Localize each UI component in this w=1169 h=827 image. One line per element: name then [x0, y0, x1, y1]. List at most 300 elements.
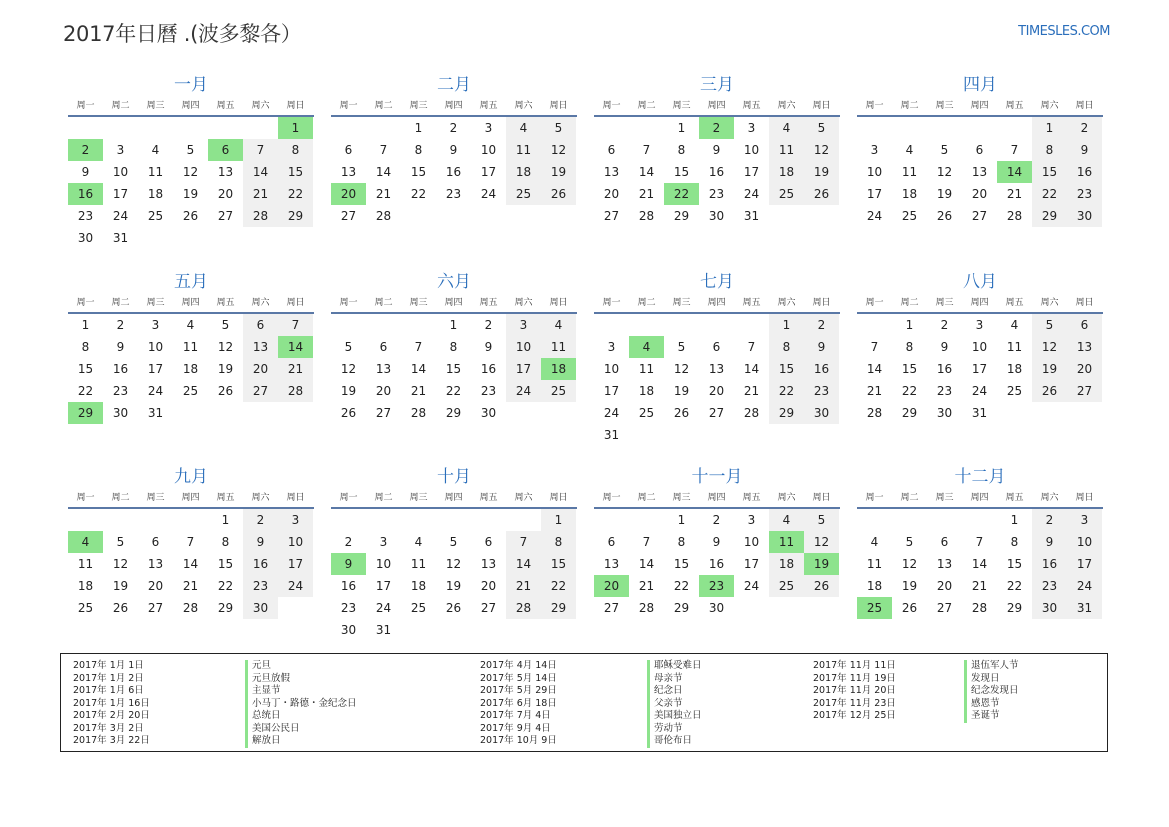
day-cell: 28: [638, 601, 655, 615]
weekday-label: 周四: [444, 492, 463, 503]
week-row: [594, 117, 840, 139]
holiday-names-col-3: [964, 660, 1019, 723]
day-cell: 9: [449, 143, 458, 157]
day-cell: 3: [116, 143, 125, 157]
day-cell: 12: [936, 165, 953, 179]
holiday-date: 2017年 5月 29日: [480, 685, 557, 696]
day-cell: 17: [147, 362, 164, 376]
weekday-header: [594, 293, 840, 309]
weekday-header: [68, 293, 314, 309]
empty-cell: [278, 227, 313, 249]
empty-cell: [471, 619, 506, 641]
day-cell: 11: [182, 340, 199, 354]
day-cell: 22: [445, 384, 462, 398]
weekday-label: 周五: [1005, 492, 1024, 503]
day-cell: 19: [182, 187, 199, 201]
holiday-date: 2017年 3月 2日: [73, 722, 144, 734]
day-cell: 6: [344, 143, 353, 157]
weekend-day-cell: 7: [278, 314, 313, 336]
week-row: [594, 575, 840, 597]
weekend-day-cell: 3: [278, 509, 313, 531]
weekday-header: [594, 488, 840, 504]
day-cell: 5: [940, 143, 949, 157]
holiday-day-cell: 20: [331, 183, 366, 205]
day-cell: 14: [638, 165, 655, 179]
day-cell: 21: [971, 579, 988, 593]
week-row: [857, 553, 1103, 575]
weekday-label: 周四: [970, 492, 989, 503]
empty-cell: [594, 509, 629, 531]
day-cell: 2: [344, 535, 353, 549]
day-cell: 14: [182, 557, 199, 571]
weekend-day-cell: 18: [769, 161, 804, 183]
day-cell: 6: [151, 535, 160, 549]
day-cell: 9: [712, 535, 721, 549]
weekday-label: 周五: [479, 100, 498, 111]
weekend-day-cell: 12: [541, 139, 576, 161]
day-cell: 21: [1006, 187, 1023, 201]
weekend-day-cell: 9: [1032, 531, 1067, 553]
weekend-day-cell: 23: [804, 380, 839, 402]
weekend-day-cell: 24: [1067, 575, 1102, 597]
empty-cell: [664, 314, 699, 336]
holiday-date: 2017年 12月 25日: [813, 710, 896, 721]
empty-cell: [629, 509, 664, 531]
day-cell: 19: [217, 362, 234, 376]
day-cell: 19: [340, 384, 357, 398]
holiday-names-col-2: [647, 660, 702, 748]
weekday-label: 周一: [865, 297, 884, 308]
empty-cell: [436, 619, 471, 641]
weekday-label: 周三: [409, 492, 428, 503]
holiday-names-col-1: [245, 660, 357, 748]
week-row: [331, 139, 577, 161]
week-row: [857, 509, 1103, 531]
holiday-day-cell: 16: [68, 183, 103, 205]
weekend-day-cell: 4: [769, 509, 804, 531]
week-row: [857, 314, 1103, 336]
day-cell: 1: [414, 121, 423, 135]
weekend-day-cell: 11: [506, 139, 541, 161]
empty-cell: [664, 424, 699, 446]
holiday-name: 母亲节: [647, 673, 702, 686]
day-cell: 14: [375, 165, 392, 179]
day-cell: 9: [712, 143, 721, 157]
day-cell: 28: [743, 406, 760, 420]
brand-logo[interactable]: TIMESLES.COM: [1018, 24, 1110, 39]
empty-cell: [138, 117, 173, 139]
holiday-day-cell: 1: [278, 117, 313, 139]
holiday-name: 美国公民日: [245, 723, 357, 736]
weekday-label: 周五: [216, 297, 235, 308]
weekday-label: 周三: [935, 492, 954, 503]
week-row: [68, 314, 314, 336]
empty-cell: [401, 205, 436, 227]
weekend-day-cell: 31: [1067, 597, 1102, 619]
weekend-day-cell: 14: [506, 553, 541, 575]
day-cell: 24: [971, 384, 988, 398]
day-cell: 4: [870, 535, 879, 549]
day-cell: 27: [375, 406, 392, 420]
empty-cell: [506, 619, 541, 641]
day-cell: 16: [480, 362, 497, 376]
day-cell: 19: [112, 579, 129, 593]
holiday-name: 发现日: [964, 673, 1019, 686]
week-row: [857, 380, 1103, 402]
weekday-label: 周四: [970, 297, 989, 308]
day-cell: 27: [603, 601, 620, 615]
weekend-day-cell: 21: [278, 358, 313, 380]
month-block: [331, 466, 577, 641]
weekend-day-cell: 21: [243, 183, 278, 205]
day-cell: 9: [116, 340, 125, 354]
day-cell: 30: [708, 209, 725, 223]
weekday-label: 周三: [672, 100, 691, 111]
weekday-label: 周五: [742, 297, 761, 308]
weekday-label: 周日: [1075, 492, 1094, 503]
weekday-label: 周三: [409, 100, 428, 111]
day-cell: 24: [743, 187, 760, 201]
day-cell: 15: [445, 362, 462, 376]
weekday-label: 周日: [812, 492, 831, 503]
day-cell: 7: [747, 340, 756, 354]
month-name: 七月: [700, 272, 734, 292]
day-cell: 22: [77, 384, 94, 398]
empty-cell: [769, 424, 804, 446]
weekday-label: 周一: [602, 297, 621, 308]
day-cell: 3: [379, 535, 388, 549]
weekend-day-cell: 1: [1032, 117, 1067, 139]
weekend-day-cell: 18: [506, 161, 541, 183]
day-cell: 8: [81, 340, 90, 354]
day-cell: 7: [870, 340, 879, 354]
week-row: [331, 205, 577, 227]
empty-cell: [594, 117, 629, 139]
weekday-label: 周三: [935, 297, 954, 308]
day-cell: 24: [147, 384, 164, 398]
week-row: [594, 205, 840, 227]
weekday-label: 周六: [514, 100, 533, 111]
week-row: [331, 575, 577, 597]
day-cell: 22: [901, 384, 918, 398]
month-name: 六月: [437, 272, 471, 292]
weekend-day-cell: 25: [769, 575, 804, 597]
day-cell: 26: [901, 601, 918, 615]
day-cell: 11: [901, 165, 918, 179]
holiday-name: 劳动节: [647, 723, 702, 736]
weekend-day-cell: 26: [804, 575, 839, 597]
day-cell: 24: [743, 579, 760, 593]
weekday-label: 周六: [251, 492, 270, 503]
holiday-day-cell: 14: [278, 336, 313, 358]
weekday-label: 周六: [251, 297, 270, 308]
day-cell: 27: [936, 601, 953, 615]
weekday-label: 周四: [707, 297, 726, 308]
month-name: 九月: [174, 467, 208, 487]
empty-cell: [138, 509, 173, 531]
day-cell: 12: [217, 340, 234, 354]
empty-cell: [366, 509, 401, 531]
day-cell: 23: [445, 187, 462, 201]
empty-cell: [1032, 402, 1067, 424]
week-row: [68, 402, 314, 424]
week-row: [857, 117, 1103, 139]
weekend-day-cell: 8: [278, 139, 313, 161]
day-cell: 27: [147, 601, 164, 615]
day-cell: 6: [607, 143, 616, 157]
holiday-date: 2017年 1月 16日: [73, 697, 150, 709]
day-cell: 26: [936, 209, 953, 223]
day-cell: 25: [147, 209, 164, 223]
day-cell: 27: [603, 209, 620, 223]
day-cell: 30: [112, 406, 129, 420]
day-cell: 16: [112, 362, 129, 376]
empty-cell: [331, 117, 366, 139]
day-cell: 26: [217, 384, 234, 398]
day-cell: 13: [147, 557, 164, 571]
day-cell: 17: [866, 187, 883, 201]
day-cell: 19: [936, 187, 953, 201]
day-cell: 20: [936, 579, 953, 593]
day-cell: 30: [77, 231, 94, 245]
day-cell: 28: [866, 406, 883, 420]
weekday-label: 周五: [1005, 297, 1024, 308]
day-cell: 12: [340, 362, 357, 376]
day-cell: 24: [480, 187, 497, 201]
weekend-day-cell: 15: [769, 358, 804, 380]
holiday-date: 2017年 10月 9日: [480, 735, 557, 746]
day-cell: 3: [607, 340, 616, 354]
weekend-day-cell: 12: [1032, 336, 1067, 358]
day-cell: 28: [375, 209, 392, 223]
weekend-day-cell: 12: [804, 531, 839, 553]
weekday-label: 周二: [637, 100, 656, 111]
empty-cell: [401, 314, 436, 336]
week-row: [331, 531, 577, 553]
empty-cell: [103, 509, 138, 531]
empty-cell: [243, 117, 278, 139]
day-cell: 2: [449, 121, 458, 135]
day-cell: 1: [81, 318, 90, 332]
holiday-day-cell: 22: [664, 183, 699, 205]
weekday-label: 周三: [409, 297, 428, 308]
day-cell: 10: [112, 165, 129, 179]
weekend-day-cell: 3: [506, 314, 541, 336]
day-cell: 7: [975, 535, 984, 549]
weekend-day-cell: 2: [1032, 509, 1067, 531]
day-cell: 6: [484, 535, 493, 549]
holiday-name: 耶稣受难日: [647, 660, 702, 673]
weekday-label: 周六: [777, 100, 796, 111]
empty-cell: [769, 205, 804, 227]
empty-cell: [103, 117, 138, 139]
holiday-day-cell: 18: [541, 358, 576, 380]
holiday-day-cell: 19: [804, 553, 839, 575]
day-cell: 21: [375, 187, 392, 201]
day-cell: 6: [712, 340, 721, 354]
day-cell: 23: [77, 209, 94, 223]
holiday-day-cell: 25: [857, 597, 892, 619]
day-cell: 6: [940, 535, 949, 549]
holiday-day-cell: 4: [68, 531, 103, 553]
holiday-day-cell: 29: [68, 402, 103, 424]
weekday-label: 周一: [865, 492, 884, 503]
week-row: [68, 531, 314, 553]
day-cell: 11: [1006, 340, 1023, 354]
weekend-day-cell: 15: [1032, 161, 1067, 183]
empty-cell: [401, 509, 436, 531]
day-cell: 11: [77, 557, 94, 571]
weekday-label: 周二: [374, 492, 393, 503]
day-cell: 22: [217, 579, 234, 593]
day-cell: 15: [217, 557, 234, 571]
week-row: [857, 183, 1103, 205]
weekday-label: 周一: [339, 297, 358, 308]
weekend-day-cell: 3: [1067, 509, 1102, 531]
day-cell: 11: [410, 557, 427, 571]
day-cell: 29: [217, 601, 234, 615]
month-name: 二月: [437, 75, 471, 95]
weekday-label: 周一: [339, 100, 358, 111]
weekday-header: [68, 96, 314, 112]
holiday-dates-col-1: [73, 660, 150, 748]
weekend-day-cell: 29: [541, 597, 576, 619]
empty-cell: [857, 117, 892, 139]
day-cell: 29: [1006, 601, 1023, 615]
day-cell: 7: [186, 535, 195, 549]
day-cell: 3: [747, 121, 756, 135]
holiday-date: 2017年 1月 1日: [73, 660, 144, 671]
day-cell: 24: [866, 209, 883, 223]
empty-cell: [1067, 402, 1102, 424]
day-cell: 4: [905, 143, 914, 157]
weekend-day-cell: 9: [243, 531, 278, 553]
week-row: [68, 161, 314, 183]
day-cell: 10: [743, 535, 760, 549]
weekday-label: 周六: [251, 100, 270, 111]
day-cell: 3: [151, 318, 160, 332]
week-row: [857, 205, 1103, 227]
weekend-day-cell: 30: [1067, 205, 1102, 227]
page-title: 2017年日曆 .(波多黎各）: [63, 22, 302, 46]
holiday-day-cell: 11: [769, 531, 804, 553]
weekend-day-cell: 22: [769, 380, 804, 402]
weekend-day-cell: 4: [541, 314, 576, 336]
day-cell: 26: [673, 406, 690, 420]
weekend-day-cell: 17: [1067, 553, 1102, 575]
weekday-label: 周一: [602, 492, 621, 503]
day-cell: 4: [414, 535, 423, 549]
weekday-label: 周六: [1040, 492, 1059, 503]
empty-cell: [541, 205, 576, 227]
weekday-label: 周一: [339, 492, 358, 503]
empty-cell: [208, 402, 243, 424]
weekend-day-cell: 30: [243, 597, 278, 619]
month-name: 八月: [963, 272, 997, 292]
day-cell: 20: [480, 579, 497, 593]
week-row: [594, 336, 840, 358]
weekday-label: 周六: [777, 492, 796, 503]
empty-cell: [804, 424, 839, 446]
month-block: [594, 466, 840, 619]
weekday-label: 周四: [707, 492, 726, 503]
day-cell: 16: [708, 165, 725, 179]
weekday-label: 周六: [1040, 297, 1059, 308]
week-row: [68, 227, 314, 249]
weekend-day-cell: 2: [1067, 117, 1102, 139]
weekday-label: 周日: [286, 297, 305, 308]
holiday-day-cell: 6: [208, 139, 243, 161]
day-cell: 29: [901, 406, 918, 420]
weekend-day-cell: 4: [769, 117, 804, 139]
week-row: [594, 509, 840, 531]
month-block: [331, 271, 577, 424]
empty-cell: [629, 424, 664, 446]
week-row: [857, 597, 1103, 619]
month-name: 五月: [174, 272, 208, 292]
empty-cell: [734, 424, 769, 446]
day-cell: 13: [480, 557, 497, 571]
day-cell: 5: [905, 535, 914, 549]
holiday-dates-col-2: [480, 660, 557, 748]
day-cell: 8: [1010, 535, 1019, 549]
day-cell: 20: [375, 384, 392, 398]
day-cell: 10: [480, 143, 497, 157]
day-cell: 28: [182, 601, 199, 615]
day-cell: 20: [603, 187, 620, 201]
weekday-label: 周五: [742, 100, 761, 111]
day-cell: 30: [480, 406, 497, 420]
day-cell: 14: [638, 557, 655, 571]
day-cell: 9: [81, 165, 90, 179]
empty-cell: [68, 117, 103, 139]
day-cell: 12: [901, 557, 918, 571]
weekend-day-cell: 26: [804, 183, 839, 205]
day-cell: 9: [940, 340, 949, 354]
day-cell: 17: [375, 579, 392, 593]
empty-cell: [927, 117, 962, 139]
weekday-label: 周二: [637, 492, 656, 503]
weekday-label: 周四: [707, 100, 726, 111]
weekday-label: 周三: [146, 297, 165, 308]
holiday-name: 纪念日: [647, 685, 702, 698]
day-cell: 5: [186, 143, 195, 157]
day-cell: 21: [866, 384, 883, 398]
empty-cell: [173, 402, 208, 424]
week-row: [594, 531, 840, 553]
day-cell: 14: [743, 362, 760, 376]
week-row: [68, 205, 314, 227]
empty-cell: [804, 597, 839, 619]
day-cell: 2: [116, 318, 125, 332]
weekend-day-cell: 10: [506, 336, 541, 358]
weekday-label: 周四: [444, 100, 463, 111]
week-row: [857, 358, 1103, 380]
weekend-day-cell: 30: [804, 402, 839, 424]
day-cell: 26: [445, 601, 462, 615]
day-cell: 10: [866, 165, 883, 179]
day-cell: 8: [414, 143, 423, 157]
month-block: [594, 74, 840, 227]
holiday-day-cell: 20: [594, 575, 629, 597]
weekend-day-cell: 27: [1067, 380, 1102, 402]
day-cell: 1: [905, 318, 914, 332]
week-row: [594, 424, 840, 446]
empty-cell: [962, 509, 997, 531]
empty-cell: [962, 117, 997, 139]
empty-cell: [506, 402, 541, 424]
day-cell: 25: [77, 601, 94, 615]
